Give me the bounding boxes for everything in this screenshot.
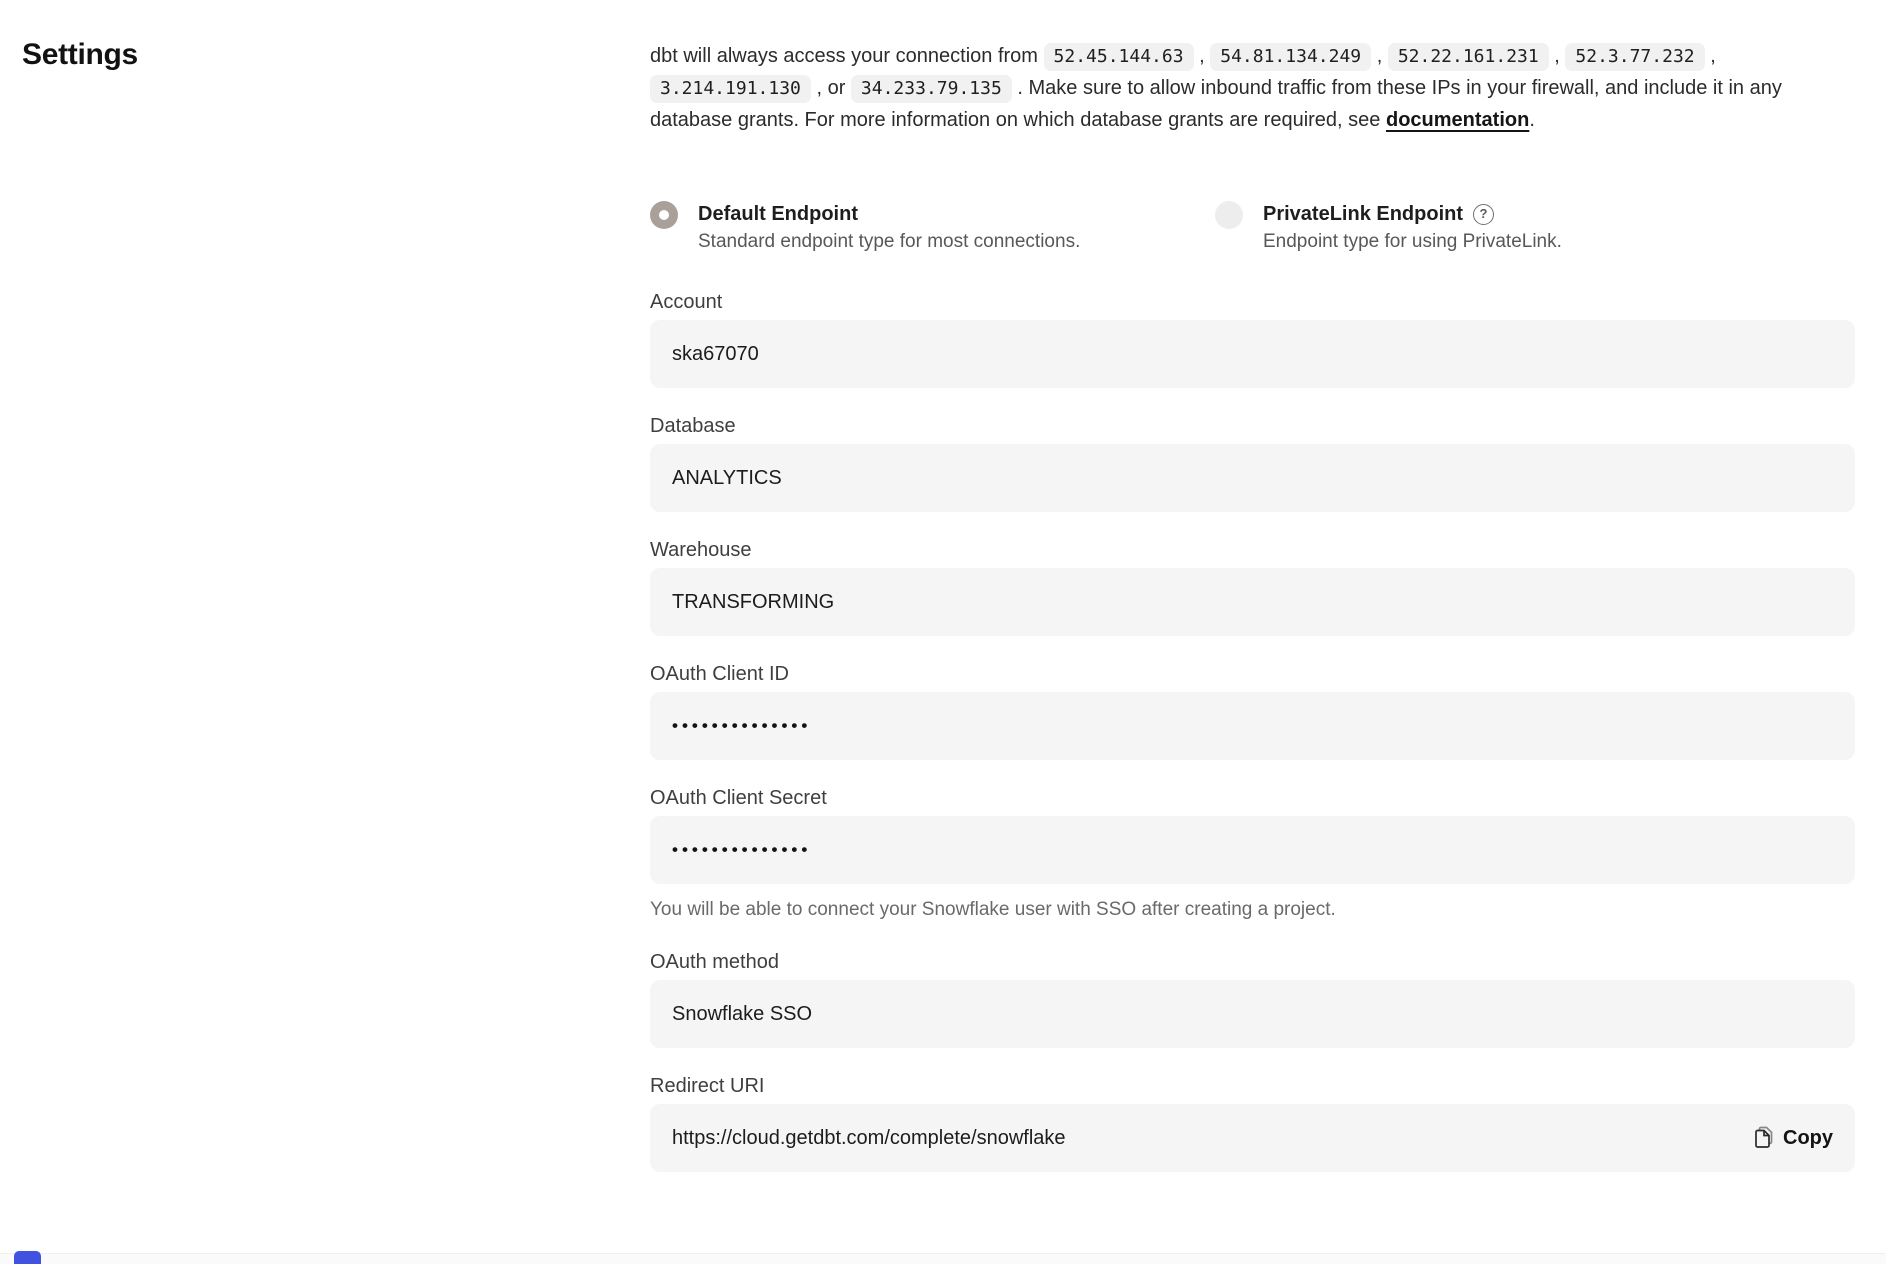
oauth-method-label: OAuth method (650, 951, 779, 973)
connection-form (650, 290, 1855, 1172)
oauth-client-secret-masked-value: •••••••••••••• (672, 840, 812, 859)
bottom-blue-indicator[interactable] (14, 1251, 41, 1264)
radio-option-label: PrivateLink Endpoint (1263, 203, 1464, 225)
radio-option-default-endpoint[interactable] (650, 200, 1215, 256)
field-group-redirect-uri (650, 1074, 1855, 1172)
separator: , (1554, 45, 1560, 67)
ip-chip: 34.233.79.135 (851, 75, 1012, 103)
redirect-uri-value: https://cloud.getdbt.com/complete/snowflake (672, 1126, 1066, 1149)
connection-ip-notice (650, 40, 1855, 136)
radio-text (1263, 200, 1562, 256)
copy-button[interactable] (1751, 1126, 1833, 1150)
sso-helper-text: You will be able to connect your Snowflake user with SSO after creating a project. (650, 899, 1336, 920)
notice-after-text: . Make sure to allow inbound traffic from these IPs in your firewall, and include it in any database grants. For more information on which database grants are required, see (650, 77, 1782, 131)
field-group-warehouse (650, 538, 1855, 636)
radio-option-description: Standard endpoint type for most connections. (698, 231, 1081, 252)
radio-unselected-icon[interactable] (1215, 201, 1243, 229)
help-icon[interactable]: ? (1473, 204, 1494, 225)
radio-option-label: Default Endpoint (698, 203, 858, 225)
ip-chip: 52.3.77.232 (1565, 43, 1704, 71)
ip-chip: 52.45.144.63 (1044, 43, 1194, 71)
separator: , (1710, 45, 1716, 67)
field-group-oauth-client-id (650, 662, 1855, 760)
oauth-method-value: Snowflake SSO (672, 1002, 813, 1025)
account-input[interactable] (650, 320, 1855, 388)
warehouse-label: Warehouse (650, 539, 752, 561)
oauth-client-id-label: OAuth Client ID (650, 663, 789, 685)
separator: , (1199, 45, 1205, 67)
separator: , (1376, 45, 1383, 67)
ip-chip: 54.81.134.249 (1210, 43, 1371, 71)
oauth-client-secret-input[interactable] (650, 816, 1855, 884)
redirect-uri-input[interactable] (650, 1104, 1855, 1172)
oauth-client-id-masked-value: •••••••••••••• (672, 716, 812, 735)
radio-option-privatelink-endpoint[interactable] (1215, 200, 1780, 256)
account-value: ska67070 (672, 342, 759, 365)
ip-chip: 3.214.191.130 (650, 75, 811, 103)
account-label: Account (650, 291, 723, 313)
page-title: Settings (22, 38, 138, 71)
oauth-method-input[interactable] (650, 980, 1855, 1048)
radio-selected-icon[interactable] (650, 201, 678, 229)
notice-lead-text: dbt will always access your connection from (650, 45, 1038, 67)
field-group-account (650, 290, 1855, 388)
database-value: ANALYTICS (672, 466, 782, 489)
copy-button-label: Copy (1783, 1126, 1833, 1149)
separator: , or (816, 77, 846, 99)
oauth-client-id-input[interactable] (650, 692, 1855, 760)
documentation-link[interactable]: documentation (1385, 109, 1530, 131)
period: . (1529, 109, 1535, 131)
warehouse-input[interactable] (650, 568, 1855, 636)
redirect-uri-label: Redirect URI (650, 1075, 765, 1097)
field-group-oauth-client-secret (650, 786, 1855, 924)
field-group-database (650, 414, 1855, 512)
database-label: Database (650, 415, 736, 437)
warehouse-value: TRANSFORMING (672, 590, 835, 613)
connection-settings-panel (650, 40, 1855, 1172)
endpoint-type-selector (650, 200, 1855, 256)
oauth-client-secret-label: OAuth Client Secret (650, 787, 827, 809)
radio-text (698, 200, 1080, 256)
copy-icon (1751, 1126, 1773, 1150)
footer-band (0, 1253, 1886, 1264)
ip-chip: 52.22.161.231 (1388, 43, 1549, 71)
field-group-oauth-method (650, 950, 1855, 1048)
database-input[interactable] (650, 444, 1855, 512)
radio-option-description: Endpoint type for using PrivateLink. (1263, 231, 1562, 252)
